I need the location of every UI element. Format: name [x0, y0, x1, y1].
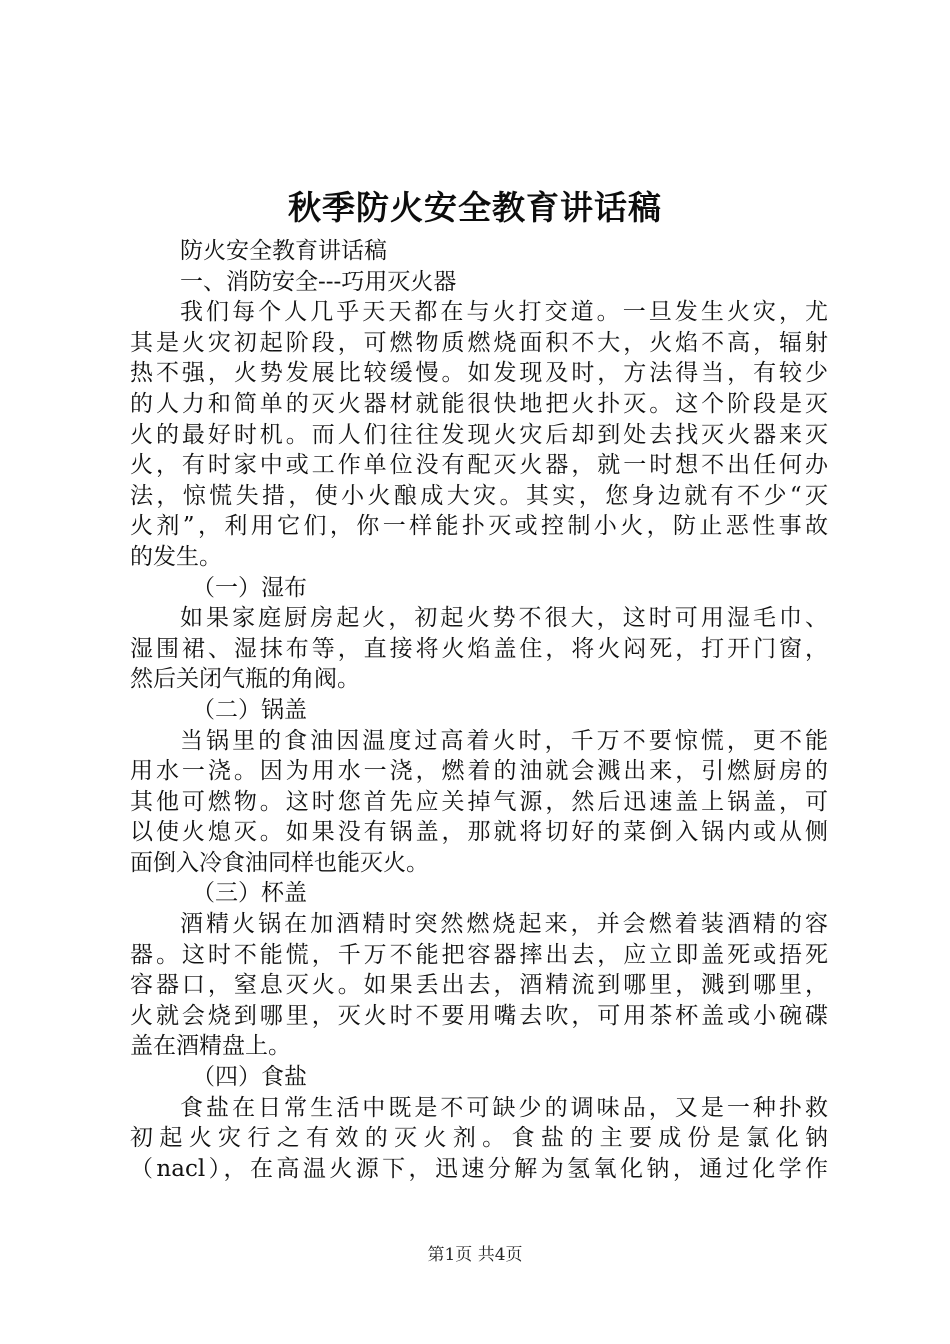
text-line: 火，有时家中或工作单位没有配灭火器，就一时想不出任何办 — [130, 452, 828, 479]
text-line: 其他可燃物。这时您首先应关掉气源，然后迅速盖上锅盖，可 — [130, 788, 828, 815]
document-body — [130, 236, 828, 1184]
text-line: 的人力和简单的灭火器材就能很快地把火扑灭。这个阶段是灭 — [130, 390, 828, 417]
text-line: 器。这时不能慌，千万不能把容器摔出去，应立即盖死或捂死 — [130, 941, 828, 968]
text-line: 当锅里的食油因温度过高着火时，千万不要惊慌，更不能 — [180, 727, 828, 754]
text-line: 火剂”，利用它们，你一样能扑灭或控制小火，防止恶性事故 — [130, 513, 828, 540]
text-line: 面倒入冷食油同样也能灭火。 — [130, 849, 429, 876]
text-line: 我们每个人几乎天天都在与火打交道。一旦发生火灾，尤 — [180, 299, 828, 326]
text-line: 用水一浇。因为用水一浇，燃着的油就会溅出来，引燃厨房的 — [130, 758, 828, 785]
text-line: 火的最好时机。而人们往往发现火灾后却到处去找灭火器来灭 — [130, 421, 828, 448]
text-line: 然后关闭气瓶的角阀。 — [130, 666, 360, 693]
text-line: 法，惊慌失措，使小火酿成大灾。其实，您身边就有不少“灭 — [130, 482, 828, 509]
text-line: 火就会烧到哪里，灭火时不要用嘴去吹，可用茶杯盖或小碗碟 — [130, 1002, 828, 1029]
text-line: 防火安全教育讲话稿 — [180, 238, 387, 264]
text-line: 酒精火锅在加酒精时突然燃烧起来，并会燃着装酒精的容 — [180, 911, 828, 938]
text-line: （一）湿布 — [192, 574, 307, 601]
text-line: 盖在酒精盘上。 — [130, 1033, 291, 1060]
document-title: 秋季防火安全教育讲话稿 — [288, 188, 662, 227]
text-line: 容器口，窒息灭火。如果丢出去，酒精流到哪里，溅到哪里， — [130, 972, 828, 999]
text-line: 一、消防安全---巧用灭火器 — [180, 268, 457, 295]
text-line: 湿围裙、湿抹布等，直接将火焰盖住，将火闷死，打开门窗， — [130, 635, 828, 662]
text-line: 热不强，火势发展比较缓慢。如发现及时，方法得当，有较少 — [130, 360, 828, 387]
text-line: 其是火灾初起阶段，可燃物质燃烧面积不大，火焰不高，辐射 — [130, 329, 828, 356]
text-line: （四）食盐 — [192, 1064, 307, 1091]
text-line: 如果家庭厨房起火，初起火势不很大，这时可用湿毛巾、 — [180, 605, 828, 632]
text-line: 初起火灾行之有效的灭火剂。食盐的主要成份是氯化钠 — [130, 1125, 828, 1152]
page-footer: 第1页 共4页 — [427, 1245, 523, 1265]
text-line: （三）杯盖 — [192, 880, 307, 907]
text-line: （nacl），在高温火源下，迅速分解为氢氧化钠，通过化学作 — [130, 1155, 828, 1182]
text-line: 的发生。 — [130, 543, 222, 570]
text-line: （二）锅盖 — [192, 696, 307, 723]
text-line: 以使火熄灭。如果没有锅盖，那就将切好的菜倒入锅内或从侧 — [130, 819, 828, 846]
text-line: 食盐在日常生活中既是不可缺少的调味品，又是一种扑救 — [180, 1094, 828, 1121]
